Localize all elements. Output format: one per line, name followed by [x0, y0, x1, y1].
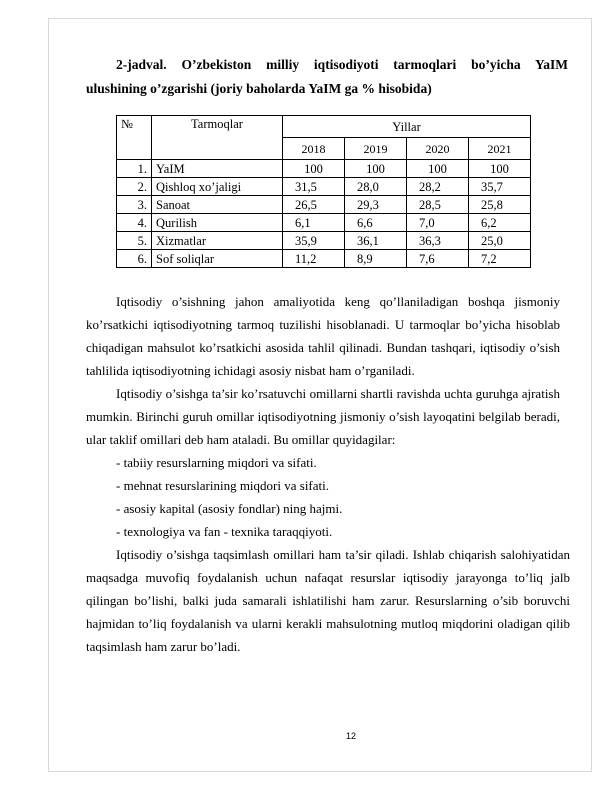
table-row	[117, 196, 531, 214]
row-number: 1.	[117, 160, 152, 178]
gdp-share-table	[116, 115, 531, 268]
sector-name: Sof soliqlar	[152, 250, 283, 268]
share-value: 31,5	[283, 178, 345, 196]
share-value: 100	[283, 160, 345, 178]
table-row	[117, 250, 531, 268]
body-text	[86, 290, 570, 658]
header-sector: Tarmoqlar	[152, 116, 283, 160]
share-value: 26,5	[283, 196, 345, 214]
share-value: 100	[345, 160, 407, 178]
share-value: 7,6	[407, 250, 469, 268]
sector-name: Qurilish	[152, 214, 283, 232]
sector-name: Qishloq xo’jaligi	[152, 178, 283, 196]
share-value: 25,8	[469, 196, 531, 214]
row-number: 5.	[117, 232, 152, 250]
table-row	[117, 214, 531, 232]
table-row	[117, 178, 531, 196]
share-value: 35,7	[469, 178, 531, 196]
header-year: 2020	[407, 138, 469, 160]
share-value: 7,0	[407, 214, 469, 232]
table-row	[117, 232, 531, 250]
share-value: 8,9	[345, 250, 407, 268]
list-item: - asosiy kapital (asosiy fondlar) ning hajmi.	[116, 501, 343, 516]
sector-name: Sanoat	[152, 196, 283, 214]
share-value: 11,2	[283, 250, 345, 268]
table-row	[117, 160, 531, 178]
share-value: 28,5	[407, 196, 469, 214]
row-number: 6.	[117, 250, 152, 268]
header-year: 2019	[345, 138, 407, 160]
row-number: 2.	[117, 178, 152, 196]
row-number: 3.	[117, 196, 152, 214]
share-value: 25,0	[469, 232, 531, 250]
share-value: 100	[469, 160, 531, 178]
share-value: 35,9	[283, 232, 345, 250]
caption-line-2: ulushining o’zgarishi (joriy baholarda YaIM ga % hisobida)	[86, 81, 432, 96]
list-item: - mehnat resurslarining miqdori va sifati.	[116, 478, 330, 493]
header-year: 2021	[469, 138, 531, 160]
paragraph: Iqtisodiy o’sishning jahon amaliyotida keng qo’llaniladigan boshqa jismoniy ko’rsatkichi iqtisodiyotning tarmoq tuzilishi hisoblanadi. U tarmoqlar bo’yicha hisoblab chiqadigan mahsulot ko’rsatkichi asosida tahlil qilinadi. Bundan tashqari, iqtisodiy o’sish tahlilida iqtisodiyotning ichidagi asosiy nisbat ham o’rganiladi.	[86, 294, 560, 378]
share-value: 6,1	[283, 214, 345, 232]
share-value: 100	[407, 160, 469, 178]
share-value: 36,1	[345, 232, 407, 250]
row-number: 4.	[117, 214, 152, 232]
header-years: Yillar	[283, 116, 531, 138]
header-year: 2018	[283, 138, 345, 160]
page-number: 12	[346, 731, 357, 741]
sector-name: YaIM	[152, 160, 283, 178]
caption-line-1: 2-jadval. O’zbekiston milliy iqtisodiyoti tarmoqlari bo’yicha YaIM	[116, 57, 568, 72]
paragraph: Iqtisodiy o’sishga taqsimlash omillari ham ta’sir qiladi. Ishlab chiqarish salohiyatidan maqsadga muvofiq foydalanish uchun nafaqat resurslar iqtisodiy jarayonga to’liq jalb qilingan bo’lishi, balki juda samarali ishlatilishi ham zarur. Resurslarning o’sib boruvchi hajmidan to’liq foydalanish va ularni kerakli mahsulotning mutloq miqdorini oladigan qilib taqsimlash ham zarur bo’ladi.	[86, 547, 570, 654]
share-value: 29,3	[345, 196, 407, 214]
sector-name: Xizmatlar	[152, 232, 283, 250]
header-no: №	[117, 116, 152, 160]
share-value: 36,3	[407, 232, 469, 250]
list-item: - texnologiya va fan - texnika taraqqiyoti.	[116, 524, 333, 539]
share-value: 6,2	[469, 214, 531, 232]
share-value: 28,2	[407, 178, 469, 196]
paragraph: Iqtisodiy o’sishga ta’sir ko’rsatuvchi omillarni shartli ravishda uchta guruhga ajratish mumkin. Birinchi guruh omillar iqtisodiyotning jismoniy o’sish layoqatini belgilab beradi, ular taklif omillari deb ham ataladi. Bu omillar quyidagilar:	[86, 386, 560, 447]
table-caption	[86, 53, 568, 101]
share-value: 6,6	[345, 214, 407, 232]
share-value: 7,2	[469, 250, 531, 268]
list-item: - tabiiy resurslarning miqdori va sifati.	[116, 455, 317, 470]
share-value: 28,0	[345, 178, 407, 196]
